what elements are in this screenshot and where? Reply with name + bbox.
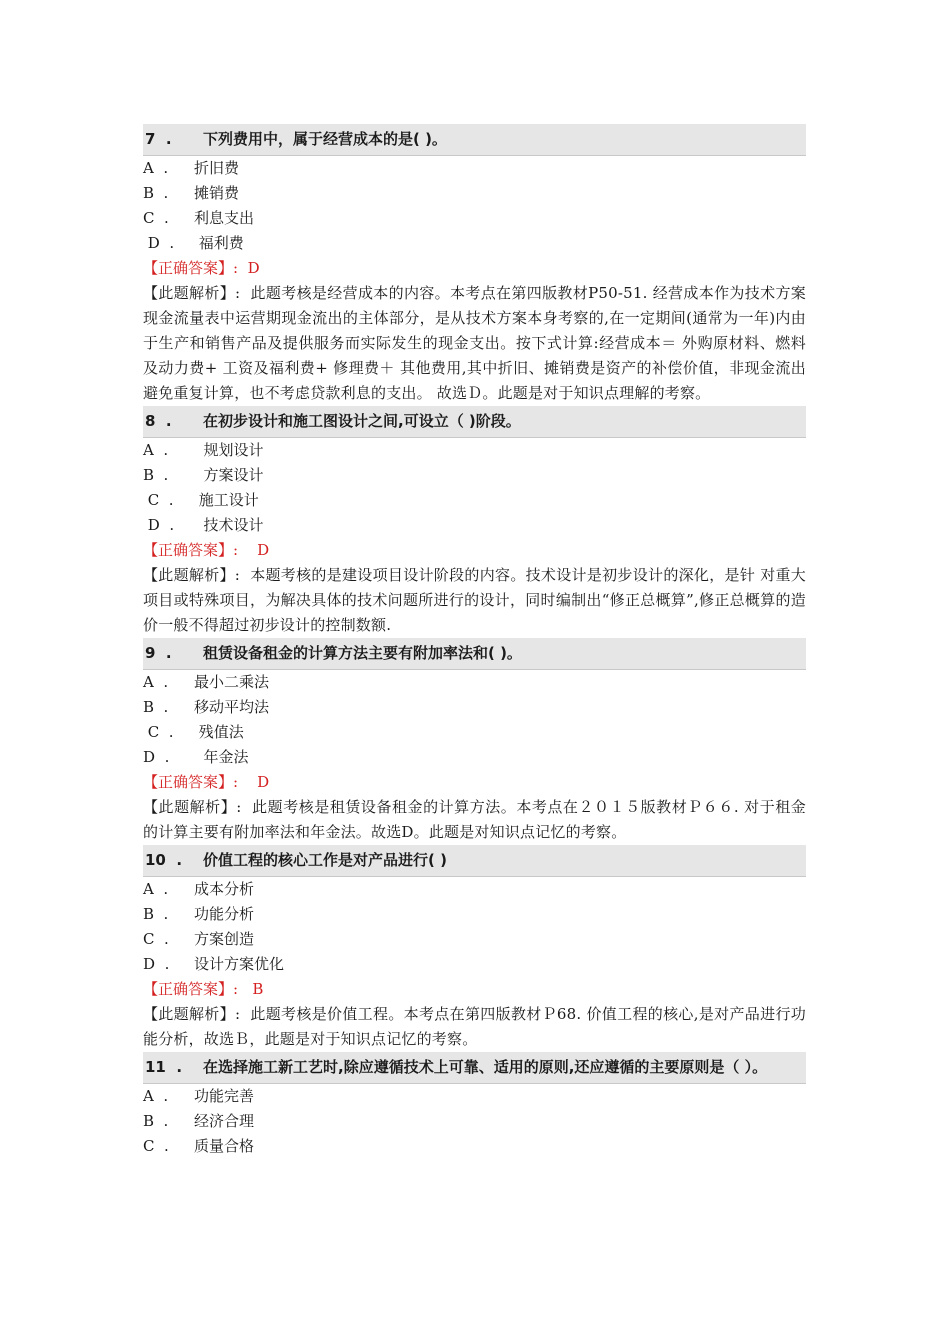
answer-option xyxy=(143,720,806,745)
question-text: 价值工程的核心工作是对产品进行( ) xyxy=(203,851,447,869)
question-text: 在初步设计和施工图设计之间,可设立（ )阶段。 xyxy=(203,412,521,430)
answer-option xyxy=(143,927,806,952)
analysis-label: 【此题解析】: xyxy=(143,1005,241,1023)
option-letter: B . xyxy=(143,184,169,202)
question-header xyxy=(143,1052,806,1084)
question-number: 9 . xyxy=(145,644,172,662)
option-letter: A . xyxy=(143,880,169,898)
analysis-label: 【此题解析】: xyxy=(143,284,241,302)
correct-answer xyxy=(143,256,806,281)
question-header xyxy=(143,406,806,438)
answer-option xyxy=(143,877,806,902)
question-block xyxy=(143,845,806,1052)
option-text: 经济合理 xyxy=(194,1112,255,1130)
option-letter: C . xyxy=(143,723,174,741)
answer-option xyxy=(143,206,806,231)
exam-page xyxy=(143,124,806,1159)
correct-answer-label: 【正确答案】: xyxy=(143,773,239,791)
analysis-text: 此题考核是价值工程。本考点在第四版教材Ｐ68. 价值工程的核心,是对产品进行功能分析，故选Ｂ，此题是对于知识点记忆的考察。 xyxy=(143,1005,806,1048)
answer-option xyxy=(143,488,806,513)
answer-option xyxy=(143,181,806,206)
option-text: 成本分析 xyxy=(194,880,255,898)
question-text: 租赁设备租金的计算方法主要有附加率法和( )。 xyxy=(203,644,522,662)
option-letter: D . xyxy=(143,748,170,766)
correct-answer xyxy=(143,770,806,795)
answer-option xyxy=(143,952,806,977)
question-number: 10 . xyxy=(145,851,183,869)
correct-answer xyxy=(143,977,806,1002)
option-text: 设计方案优化 xyxy=(194,955,285,973)
option-letter: C . xyxy=(143,1137,169,1155)
question-header xyxy=(143,638,806,670)
answer-option xyxy=(143,156,806,181)
option-text: 福利费 xyxy=(194,234,244,252)
option-text: 质量合格 xyxy=(194,1137,255,1155)
question-block xyxy=(143,406,806,638)
answer-option xyxy=(143,745,806,770)
option-letter: C . xyxy=(143,491,174,509)
option-letter: D . xyxy=(143,955,170,973)
option-text: 技术设计 xyxy=(194,516,264,534)
analysis-label: 【此题解析】: xyxy=(143,798,242,816)
answer-option xyxy=(143,231,806,256)
answer-option xyxy=(143,1084,806,1109)
option-letter: C . xyxy=(143,930,169,948)
option-text: 利息支出 xyxy=(194,209,255,227)
correct-answer-value: B xyxy=(247,980,264,998)
question-block xyxy=(143,1052,806,1159)
option-text: 功能分析 xyxy=(194,905,255,923)
question-block xyxy=(143,124,806,406)
option-text: 摊销费 xyxy=(194,184,240,202)
answer-option xyxy=(143,1134,806,1159)
analysis-paragraph xyxy=(143,563,806,638)
option-letter: D . xyxy=(143,234,175,252)
option-letter: A . xyxy=(143,1087,169,1105)
option-letter: A . xyxy=(143,441,169,459)
answer-option xyxy=(143,670,806,695)
option-text: 规划设计 xyxy=(194,441,264,459)
option-text: 移动平均法 xyxy=(194,698,270,716)
option-text: 年金法 xyxy=(194,748,249,766)
option-letter: B . xyxy=(143,698,169,716)
option-letter: B . xyxy=(143,905,169,923)
answer-option xyxy=(143,513,806,538)
option-text: 功能完善 xyxy=(194,1087,255,1105)
correct-answer-value: D xyxy=(247,773,270,791)
correct-answer xyxy=(143,538,806,563)
question-block xyxy=(143,638,806,845)
option-letter: A . xyxy=(143,159,169,177)
question-number: 11 . xyxy=(145,1058,183,1076)
analysis-paragraph xyxy=(143,1002,806,1052)
correct-answer-label: 【正确答案】: xyxy=(143,259,239,277)
analysis-paragraph xyxy=(143,281,806,406)
question-header xyxy=(143,845,806,877)
correct-answer-label: 【正确答案】: xyxy=(143,541,239,559)
option-letter: C . xyxy=(143,209,169,227)
correct-answer-label: 【正确答案】: xyxy=(143,980,239,998)
option-text: 折旧费 xyxy=(194,159,240,177)
option-letter: B . xyxy=(143,466,169,484)
question-number: 7 . xyxy=(145,130,172,148)
answer-option xyxy=(143,1109,806,1134)
answer-option xyxy=(143,463,806,488)
analysis-paragraph xyxy=(143,795,806,845)
answer-option xyxy=(143,695,806,720)
question-header xyxy=(143,124,806,156)
option-text: 方案设计 xyxy=(194,466,264,484)
option-letter: D . xyxy=(143,516,175,534)
option-letter: A . xyxy=(143,673,169,691)
option-text: 方案创造 xyxy=(194,930,255,948)
analysis-text: 此题考核是租赁设备租金的计算方法。本考点在２０１５版教材Ｐ６６. 对于租金的计算主要有附加率法和年金法。故选D。此题是对知识点记忆的考察。 xyxy=(143,798,806,841)
option-text: 残值法 xyxy=(194,723,244,741)
analysis-label: 【此题解析】: xyxy=(143,566,241,584)
option-text: 最小二乘法 xyxy=(194,673,270,691)
question-number: 8 . xyxy=(145,412,172,430)
correct-answer-value: D xyxy=(247,259,260,277)
option-letter: B . xyxy=(143,1112,169,1130)
question-text: 下列费用中，属于经营成本的是( )。 xyxy=(203,130,447,148)
question-text: 在选择施工新工艺时,除应遵循技术上可靠、适用的原则,还应遵循的主要原则是（ ）。 xyxy=(203,1058,768,1076)
analysis-text: 本题考核的是建设项目设计阶段的内容。技术设计是初步设计的深化，是针 对重大项目或特殊项目，为解决具体的技术问题所进行的设计，同时编制出“修正总概算”,修正总概算的造价一般不得超过初步设计的控制数额. xyxy=(143,566,806,634)
analysis-text: 此题考核是经营成本的内容。本考点在第四版教材P50-51. 经营成本作为技术方案现金流量表中运营期现金流出的主体部分，是从技术方案本身考察的,在一定期间(通常为一年)内由于生产和销售产品及提供服务而实际发生的现金支出。按下式计算:经营成本＝ 外购原材料、燃料及动力费+ 工资及福利费+ 修理费＋ 其他费用,其中折旧、摊销费是资产的补偿价值，非现金流出避免重复计算，也不考虑贷款利息的支出。 故选Ｄ。此题是对于知识点理解的考察。 xyxy=(143,284,806,402)
option-text: 施工设计 xyxy=(194,491,259,509)
correct-answer-value: D xyxy=(247,541,270,559)
answer-option xyxy=(143,438,806,463)
answer-option xyxy=(143,902,806,927)
